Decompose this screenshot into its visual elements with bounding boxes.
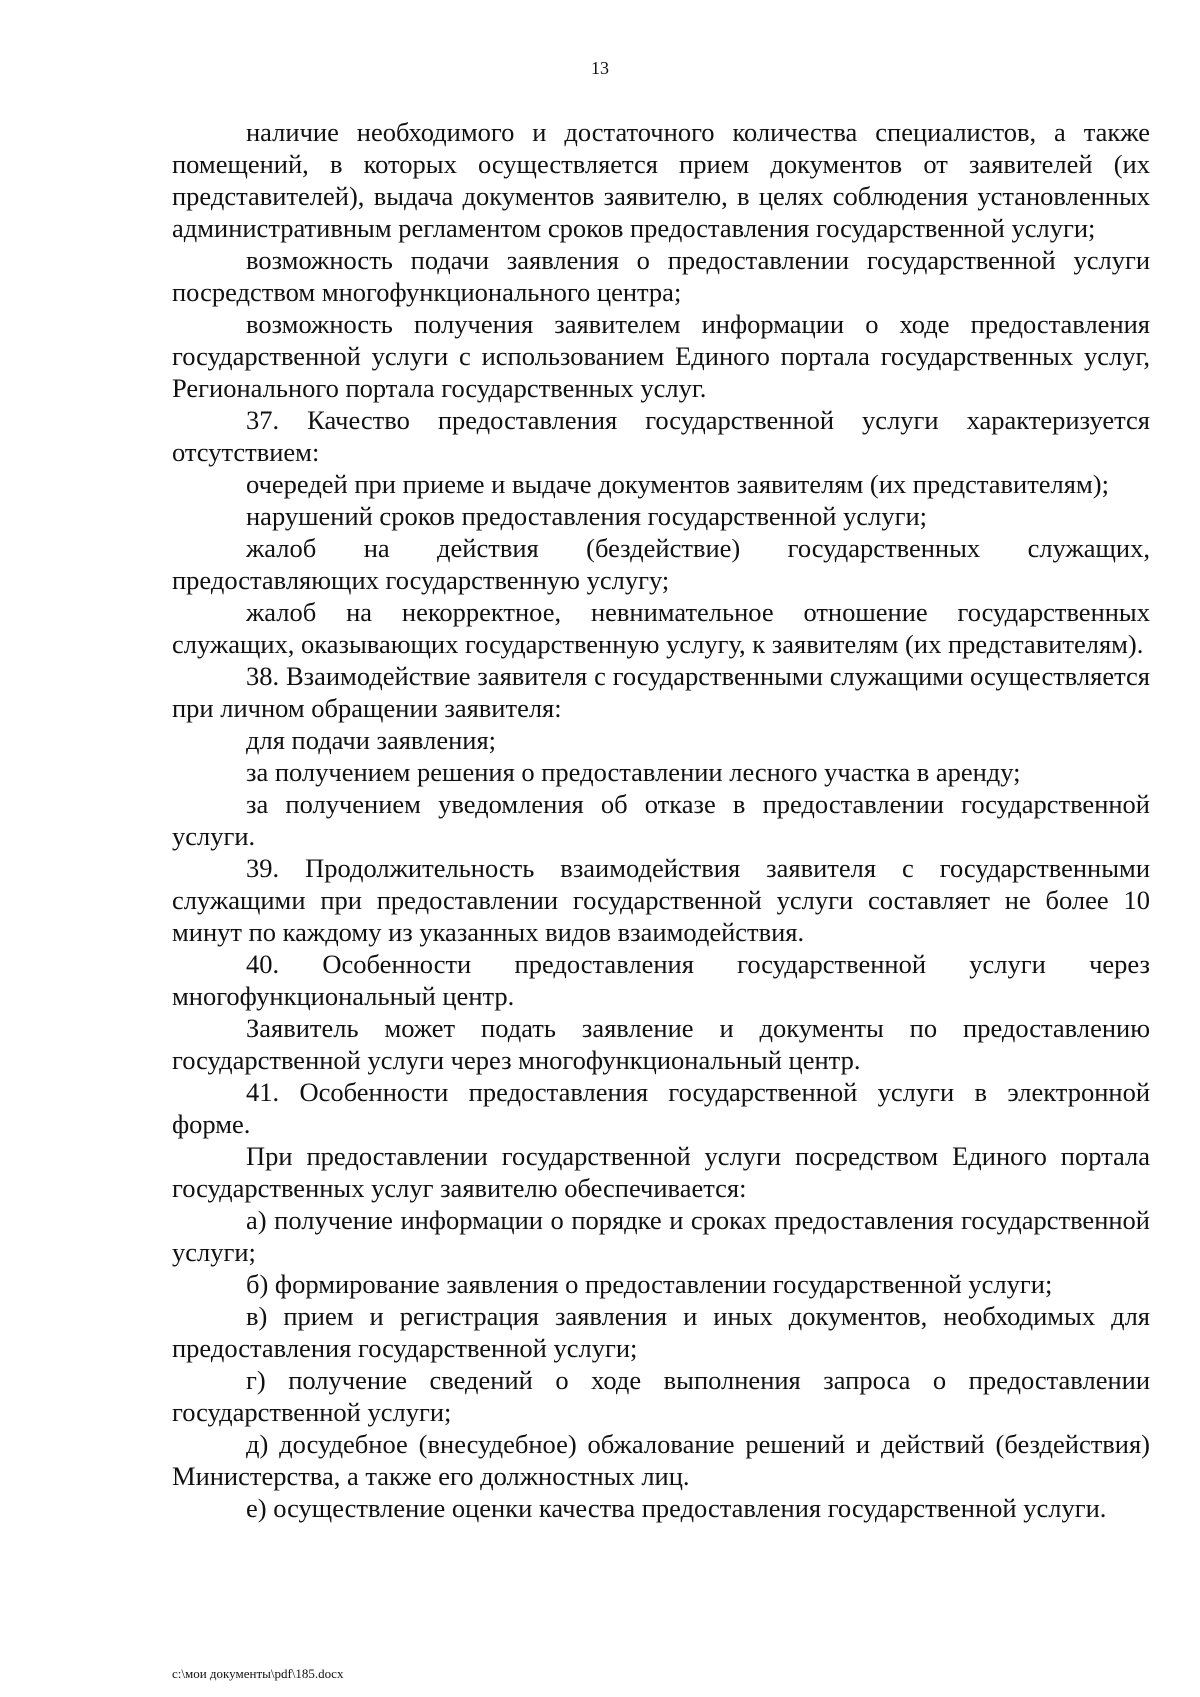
paragraph: 37. Качество предоставления государственной услуги характеризуется отсутствием: bbox=[172, 405, 1150, 467]
paragraph: за получением уведомления об отказе в предоставлении государственной услуги. bbox=[172, 789, 1150, 851]
paragraph: 39. Продолжительность взаимодействия заявителя с государственными служащими при предоставлении государственной услуги составляет не более 10 минут по каждому из указанных видов взаимодействия. bbox=[172, 853, 1150, 947]
paragraph: 40. Особенности предоставления государственной услуги через многофункциональный центр. bbox=[172, 949, 1150, 1011]
paragraph: 41. Особенности предоставления государственной услуги в электронной форме. bbox=[172, 1077, 1150, 1139]
paragraph: наличие необходимого и достаточного количества специалистов, а также помещений, в которых осуществляется прием документов от заявителей (их представителей), выдача документов заявителю, в целях соблюдения установленных административным регламентом сроков предоставления государственной услуги; bbox=[172, 117, 1150, 243]
paragraph: Заявитель может подать заявление и документы по предоставлению государственной услуги через многофункциональный центр. bbox=[172, 1013, 1150, 1075]
paragraph: а) получение информации о порядке и сроках предоставления государственной услуги; bbox=[172, 1205, 1150, 1267]
page-number: 13 bbox=[591, 58, 609, 78]
paragraph: для подачи заявления; bbox=[246, 725, 496, 755]
paragraph: очередей при приеме и выдаче документов заявителям (их представителям); bbox=[246, 469, 1109, 499]
paragraph: При предоставлении государственной услуги посредством Единого портала государственных услуг заявителю обеспечивается: bbox=[172, 1141, 1150, 1203]
paragraph: возможность получения заявителем информации о ходе предоставления государственной услуги с использованием Единого портала государственных услуг, Регионального портала государственных услуг. bbox=[172, 309, 1150, 403]
paragraph: за получением решения о предоставлении лесного участка в аренду; bbox=[246, 757, 1021, 787]
document-body bbox=[172, 116, 1150, 1524]
paragraph: г) получение сведений о ходе выполнения запроса о предоставлении государственной услуги; bbox=[172, 1365, 1150, 1427]
paragraph: жалоб на некорректное, невнимательное отношение государственных служащих, оказывающих государственную услугу, к заявителям (их представителям). bbox=[172, 597, 1150, 659]
paragraph: 38. Взаимодействие заявителя с государственными служащими осуществляется при личном обращении заявителя: bbox=[172, 661, 1150, 723]
paragraph: д) досудебное (внесудебное) обжалование решений и действий (бездействия) Министерства, а также его должностных лиц. bbox=[172, 1429, 1150, 1491]
paragraph: жалоб на действия (бездействие) государственных служащих, предоставляющих государственную услугу; bbox=[172, 533, 1150, 595]
paragraph: нарушений сроков предоставления государственной услуги; bbox=[246, 501, 927, 531]
paragraph: б) формирование заявления о предоставлении государственной услуги; bbox=[246, 1269, 1053, 1299]
paragraph: в) прием и регистрация заявления и иных документов, необходимых для предоставления государственной услуги; bbox=[172, 1301, 1150, 1363]
paragraph: возможность подачи заявления о предоставлении государственной услуги посредством многофункционального центра; bbox=[172, 245, 1150, 307]
footer-file-path: c:\мои документы\pdf\185.docx bbox=[172, 1666, 344, 1681]
paragraph: е) осуществление оценки качества предоставления государственной услуги. bbox=[246, 1493, 1107, 1523]
